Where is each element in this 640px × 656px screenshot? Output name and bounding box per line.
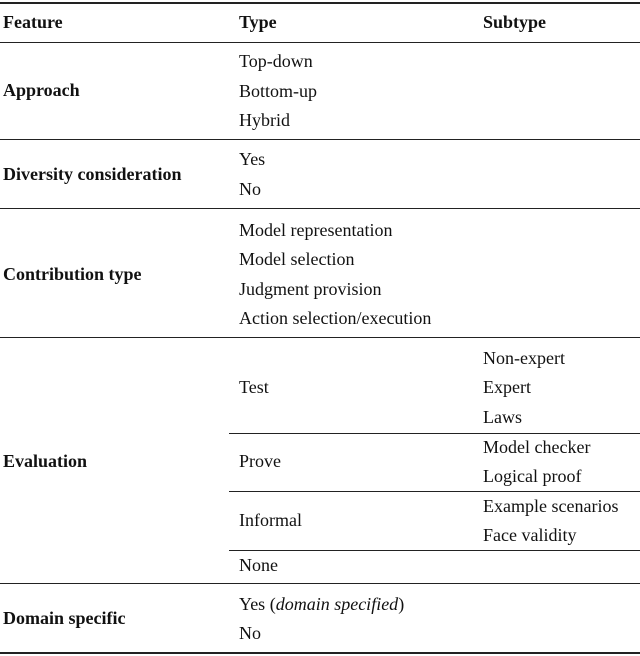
feature-evaluation: Evaluation xyxy=(3,451,88,471)
subtype-cell: Model checker xyxy=(483,437,591,457)
row-rule xyxy=(0,208,640,209)
row-rule xyxy=(0,583,640,584)
feature-contribution: Contribution type xyxy=(3,264,142,284)
subtype-cell: Expert xyxy=(483,377,531,397)
table-bottom-rule xyxy=(0,652,640,654)
sub-rule xyxy=(229,550,640,551)
type-cell: Model representation xyxy=(239,220,393,240)
type-cell: Test xyxy=(239,377,269,397)
type-cell: No xyxy=(239,623,261,643)
subtype-cell: Face validity xyxy=(483,525,577,545)
type-cell: Top-down xyxy=(239,51,313,71)
subtype-cell: Example scenarios xyxy=(483,496,619,516)
table-top-rule xyxy=(0,2,640,4)
type-cell: Hybrid xyxy=(239,110,290,130)
type-cell: Yes xyxy=(239,149,266,169)
feature-diversity: Diversity consideration xyxy=(3,164,182,184)
type-cell: Action selection/execution xyxy=(239,308,432,328)
subtype-cell: Laws xyxy=(483,407,522,427)
feature-domain: Domain specific xyxy=(3,608,126,628)
type-cell: Informal xyxy=(239,510,302,530)
italic-note: domain specified xyxy=(275,594,399,614)
type-cell: No xyxy=(239,179,261,199)
subtype-cell: Non-expert xyxy=(483,348,565,368)
type-cell: Yes (domain specified) xyxy=(239,594,405,614)
header-type: Type xyxy=(239,12,277,32)
feature-approach: Approach xyxy=(3,80,80,100)
row-rule xyxy=(0,337,640,338)
header-rule xyxy=(0,42,640,43)
type-cell: None xyxy=(239,555,278,575)
type-cell: Prove xyxy=(239,451,281,471)
subtype-cell: Logical proof xyxy=(483,466,582,486)
type-cell: Bottom-up xyxy=(239,81,318,101)
type-cell: Judgment provision xyxy=(239,279,382,299)
header-feature: Feature xyxy=(3,12,63,32)
header-subtype: Subtype xyxy=(483,12,547,32)
sub-rule xyxy=(229,491,640,492)
type-cell: Model selection xyxy=(239,249,355,269)
sub-rule xyxy=(229,433,640,434)
row-rule xyxy=(0,139,640,140)
type-label: Yes xyxy=(239,594,266,614)
